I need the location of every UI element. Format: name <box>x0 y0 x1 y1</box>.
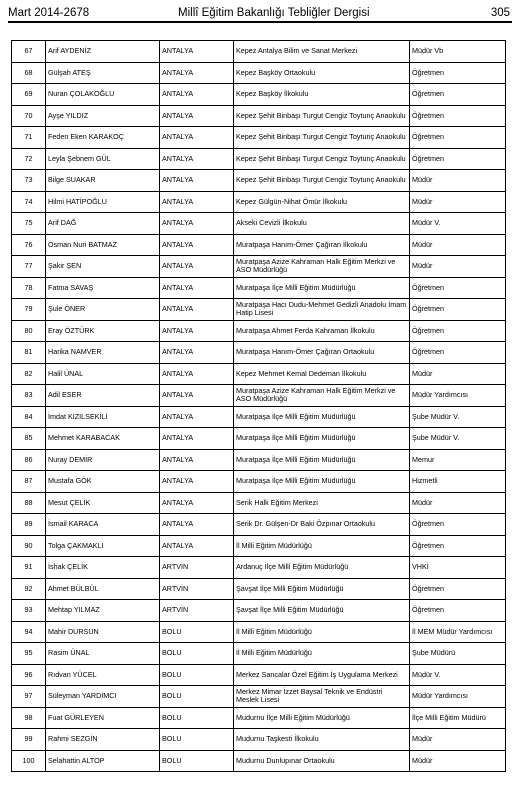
province-cell: ANTALYA <box>160 127 234 149</box>
province-cell: ANTALYA <box>160 170 234 192</box>
person-name-cell: Arif DAĞ <box>46 213 160 235</box>
table-row <box>12 557 506 579</box>
row-number-cell: 73 <box>12 170 46 192</box>
institution-cell: Kepez Şehit Binbaşı Turgut Cengiz Toytunç Anaokulu <box>234 170 410 192</box>
person-name-cell: Selahattin ALTOP <box>46 750 160 772</box>
institution-cell: Merkez Mimar İzzet Baysal Teknik ve Endüstri Meslek Lisesi <box>234 686 410 708</box>
position-cell: Müdür <box>410 492 506 514</box>
table-row <box>12 643 506 665</box>
province-cell: ANTALYA <box>160 41 234 63</box>
province-cell: ANTALYA <box>160 277 234 299</box>
institution-cell: Mudurnu Taşkesti İlkokulu <box>234 729 410 751</box>
institution-cell: Muratpaşa Ahmet Ferda Kahraman İlkokulu <box>234 320 410 342</box>
row-number-cell: 92 <box>12 578 46 600</box>
row-number-cell: 86 <box>12 449 46 471</box>
row-number-cell: 99 <box>12 729 46 751</box>
row-number-cell: 93 <box>12 600 46 622</box>
institution-cell: Muratpaşa İlçe Milli Eğitim Müdürlüğü <box>234 406 410 428</box>
institution-cell: İl Milli Eğitim Müdürlüğü <box>234 643 410 665</box>
province-cell: ARTVİN <box>160 557 234 579</box>
position-cell: Şube Müdürü <box>410 643 506 665</box>
row-number-cell: 79 <box>12 299 46 321</box>
row-number-cell: 78 <box>12 277 46 299</box>
person-name-cell: Gülşah ATEŞ <box>46 62 160 84</box>
person-name-cell: Bilge SUAKAR <box>46 170 160 192</box>
institution-cell: Muratpaşa Hacı Dudu-Mehmet Gedizli Anadolu İmam Hatip Lisesi <box>234 299 410 321</box>
institution-cell: Serik Halk Eğitim Merkezi <box>234 492 410 514</box>
table-row <box>12 729 506 751</box>
table-row <box>12 428 506 450</box>
position-cell: Öğretmen <box>410 514 506 536</box>
row-number-cell: 83 <box>12 385 46 407</box>
table-row <box>12 62 506 84</box>
position-cell: Şube Müdür V. <box>410 428 506 450</box>
position-cell: Öğretmen <box>410 600 506 622</box>
table-row <box>12 385 506 407</box>
page-header <box>8 5 512 23</box>
institution-cell: Muratpaşa İlçe Milli Eğitim Müdürlüğü <box>234 428 410 450</box>
table-row <box>12 600 506 622</box>
table-row <box>12 686 506 708</box>
position-cell: Müdür Yardımcısı <box>410 385 506 407</box>
position-cell: Öğretmen <box>410 84 506 106</box>
row-number-cell: 70 <box>12 105 46 127</box>
person-name-cell: İshak ÇELİK <box>46 557 160 579</box>
person-name-cell: Arif AYDENİZ <box>46 41 160 63</box>
province-cell: ANTALYA <box>160 535 234 557</box>
institution-cell: Şavşat İlçe Milli Eğitim Müdürlüğü <box>234 578 410 600</box>
table-row <box>12 105 506 127</box>
province-cell: BOLU <box>160 686 234 708</box>
row-number-cell: 82 <box>12 363 46 385</box>
institution-cell: Muratpaşa Hanım-Ömer Çağıran İlkokulu <box>234 234 410 256</box>
person-name-cell: Leyla Şebnem GÜL <box>46 148 160 170</box>
table-row <box>12 191 506 213</box>
institution-cell: Kepez Gülgün-Nihat Ömür İlkokulu <box>234 191 410 213</box>
province-cell: ANTALYA <box>160 471 234 493</box>
position-cell: Öğretmen <box>410 578 506 600</box>
person-name-cell: Eray ÖZTÜRK <box>46 320 160 342</box>
position-cell: Müdür <box>410 170 506 192</box>
province-cell: ANTALYA <box>160 406 234 428</box>
province-cell: ANTALYA <box>160 514 234 536</box>
institution-cell: Merkez Sancalar Özel Eğitim İş Uygulama Merkezi <box>234 664 410 686</box>
person-name-cell: Halil ÜNAL <box>46 363 160 385</box>
table-row <box>12 363 506 385</box>
table-row <box>12 492 506 514</box>
province-cell: ANTALYA <box>160 320 234 342</box>
province-cell: BOLU <box>160 621 234 643</box>
position-cell: Müdür Yardımcısı <box>410 686 506 708</box>
table-row <box>12 234 506 256</box>
table-row <box>12 707 506 729</box>
province-cell: BOLU <box>160 707 234 729</box>
row-number-cell: 76 <box>12 234 46 256</box>
institution-cell: Şavşat İlçe Milli Eğitim Müdürlüğü <box>234 600 410 622</box>
row-number-cell: 91 <box>12 557 46 579</box>
person-name-cell: Şule ÖNER <box>46 299 160 321</box>
row-number-cell: 68 <box>12 62 46 84</box>
province-cell: ANTALYA <box>160 191 234 213</box>
table-row <box>12 256 506 278</box>
person-name-cell: İsmail KARACA <box>46 514 160 536</box>
institution-cell: Mudurnu İlçe Milli Eğitim Müdürlüğü <box>234 707 410 729</box>
position-cell: Müdür <box>410 191 506 213</box>
row-number-cell: 90 <box>12 535 46 557</box>
person-name-cell: Hilmi HATİPOĞLU <box>46 191 160 213</box>
institution-cell: Kepez Şehit Binbaşı Turgut Cengiz Toytunç Anaokulu <box>234 105 410 127</box>
position-cell: Öğretmen <box>410 535 506 557</box>
person-name-cell: Rahmi SEZGİN <box>46 729 160 751</box>
person-name-cell: Tolga ÇAKMAKLI <box>46 535 160 557</box>
row-number-cell: 88 <box>12 492 46 514</box>
province-cell: ANTALYA <box>160 299 234 321</box>
table-row <box>12 471 506 493</box>
province-cell: ANTALYA <box>160 256 234 278</box>
province-cell: ANTALYA <box>160 428 234 450</box>
table-row <box>12 277 506 299</box>
row-number-cell: 84 <box>12 406 46 428</box>
issue-label: Mart 2014-2678 <box>8 7 90 19</box>
row-number-cell: 72 <box>12 148 46 170</box>
person-name-cell: Rasim ÜNAL <box>46 643 160 665</box>
table-row <box>12 127 506 149</box>
row-number-cell: 74 <box>12 191 46 213</box>
position-cell: Müdür <box>410 363 506 385</box>
person-name-cell: İmdat KIZILSEKİLİ <box>46 406 160 428</box>
person-name-cell: Süleyman YARDIMCI <box>46 686 160 708</box>
institution-cell: Kepez Şehit Binbaşı Turgut Cengiz Toytunç Anaokulu <box>234 127 410 149</box>
table-row <box>12 342 506 364</box>
position-cell: Öğretmen <box>410 105 506 127</box>
institution-cell: Serik Dr. Gülşen-Dr Baki Özpınar Ortaokulu <box>234 514 410 536</box>
position-cell: İl MEM Müdür Yardımcısı <box>410 621 506 643</box>
position-cell: Müdür Vb <box>410 41 506 63</box>
page-number: 305 <box>490 7 510 19</box>
row-number-cell: 98 <box>12 707 46 729</box>
institution-cell: Kepez Mehmet Kemal Dedeman İlkokulu <box>234 363 410 385</box>
province-cell: ANTALYA <box>160 84 234 106</box>
position-cell: Hizmetli <box>410 471 506 493</box>
institution-cell: Muratpaşa Hanım-Ömer Çağıran Ortaokulu <box>234 342 410 364</box>
person-name-cell: Adil ESER <box>46 385 160 407</box>
position-cell: Öğretmen <box>410 299 506 321</box>
row-number-cell: 94 <box>12 621 46 643</box>
row-number-cell: 67 <box>12 41 46 63</box>
province-cell: BOLU <box>160 750 234 772</box>
row-number-cell: 80 <box>12 320 46 342</box>
person-name-cell: Osman Nuri BATMAZ <box>46 234 160 256</box>
row-number-cell: 97 <box>12 686 46 708</box>
row-number-cell: 77 <box>12 256 46 278</box>
person-name-cell: Feden Eken KARAKOÇ <box>46 127 160 149</box>
province-cell: BOLU <box>160 664 234 686</box>
person-name-cell: Ahmet BÜLBÜL <box>46 578 160 600</box>
position-cell: Öğretmen <box>410 148 506 170</box>
person-name-cell: Ayşe YILDIZ <box>46 105 160 127</box>
institution-cell: Mudurnu Dunlupınar Ortaokulu <box>234 750 410 772</box>
position-cell: Öğretmen <box>410 277 506 299</box>
table-row <box>12 84 506 106</box>
table-row <box>12 664 506 686</box>
institution-cell: İl Milli Eğitim Müdürlüğü <box>234 535 410 557</box>
table-row <box>12 320 506 342</box>
position-cell: VHKİ <box>410 557 506 579</box>
position-cell: Müdür <box>410 750 506 772</box>
province-cell: ANTALYA <box>160 213 234 235</box>
table-row <box>12 535 506 557</box>
table-row <box>12 148 506 170</box>
row-number-cell: 87 <box>12 471 46 493</box>
province-cell: ANTALYA <box>160 62 234 84</box>
province-cell: ANTALYA <box>160 385 234 407</box>
province-cell: ANTALYA <box>160 105 234 127</box>
person-name-cell: Mehmet KARABACAK <box>46 428 160 450</box>
province-cell: ANTALYA <box>160 492 234 514</box>
journal-title: Millî Eğitim Bakanlığı Tebliğler Dergisi <box>178 7 370 19</box>
province-cell: ANTALYA <box>160 234 234 256</box>
position-cell: Memur <box>410 449 506 471</box>
row-number-cell: 96 <box>12 664 46 686</box>
province-cell: BOLU <box>160 729 234 751</box>
position-cell: Müdür <box>410 729 506 751</box>
person-name-cell: Rıdvan YÜCEL <box>46 664 160 686</box>
institution-cell: Muratpaşa Azize Kahraman Halk Eğitim Merkzi ve ASO Müdürlüğü <box>234 256 410 278</box>
table-row <box>12 449 506 471</box>
person-name-cell: Fatma SAVAŞ <box>46 277 160 299</box>
person-name-cell: Mustafa GÖK <box>46 471 160 493</box>
position-cell: Öğretmen <box>410 320 506 342</box>
province-cell: BOLU <box>160 643 234 665</box>
institution-cell: İl Milli Eğitim Müdürlüğü <box>234 621 410 643</box>
table-row <box>12 170 506 192</box>
institution-cell: Kepez Şehit Binbaşı Turgut Cengiz Toytunç Anaokulu <box>234 148 410 170</box>
province-cell: ANTALYA <box>160 342 234 364</box>
institution-cell: Muratpaşa İlçe Milli Eğitim Müdürlüğü <box>234 277 410 299</box>
position-cell: Şube Müdür V. <box>410 406 506 428</box>
province-cell: ANTALYA <box>160 148 234 170</box>
person-name-cell: Nuran ÇOLAKOĞLU <box>46 84 160 106</box>
personnel-table <box>11 40 506 772</box>
person-name-cell: Fuat GÜRLEYEN <box>46 707 160 729</box>
person-name-cell: Mehtap YILMAZ <box>46 600 160 622</box>
position-cell: Müdür V. <box>410 664 506 686</box>
institution-cell: Kepez Başköy İlkokulu <box>234 84 410 106</box>
table-row <box>12 406 506 428</box>
table-row <box>12 213 506 235</box>
institution-cell: Muratpaşa İlçe Milli Eğitim Müdürlüğü <box>234 449 410 471</box>
position-cell: Müdür V. <box>410 213 506 235</box>
position-cell: Müdür <box>410 234 506 256</box>
row-number-cell: 89 <box>12 514 46 536</box>
institution-cell: Muratpaşa İlçe Milli Eğitim Müdürlüğü <box>234 471 410 493</box>
position-cell: Öğretmen <box>410 62 506 84</box>
table-row <box>12 621 506 643</box>
person-name-cell: Mahir DURSUN <box>46 621 160 643</box>
institution-cell: Muratpaşa Azize Kahraman Halk Eğitim Merkzi ve ASO Müdürlüğü <box>234 385 410 407</box>
position-cell: İlçe Milli Eğitim Müdürü <box>410 707 506 729</box>
province-cell: ANTALYA <box>160 363 234 385</box>
row-number-cell: 85 <box>12 428 46 450</box>
person-name-cell: Nuray DEMİR <box>46 449 160 471</box>
province-cell: ARTVİN <box>160 600 234 622</box>
person-name-cell: Harika NAMVER <box>46 342 160 364</box>
province-cell: ARTVİN <box>160 578 234 600</box>
row-number-cell: 100 <box>12 750 46 772</box>
position-cell: Müdür <box>410 256 506 278</box>
row-number-cell: 81 <box>12 342 46 364</box>
institution-cell: Kepez Antalya Bilim ve Sanat Merkezi <box>234 41 410 63</box>
institution-cell: Akseki Cevizli İlkokulu <box>234 213 410 235</box>
person-name-cell: Mesut ÇELİK <box>46 492 160 514</box>
table-row <box>12 299 506 321</box>
table-row <box>12 578 506 600</box>
institution-cell: Kepez Başköy Ortaokulu <box>234 62 410 84</box>
table-row <box>12 750 506 772</box>
row-number-cell: 69 <box>12 84 46 106</box>
province-cell: ANTALYA <box>160 449 234 471</box>
row-number-cell: 95 <box>12 643 46 665</box>
position-cell: Öğretmen <box>410 342 506 364</box>
person-name-cell: Şakir ŞEN <box>46 256 160 278</box>
row-number-cell: 75 <box>12 213 46 235</box>
table-row <box>12 514 506 536</box>
row-number-cell: 71 <box>12 127 46 149</box>
table-row <box>12 41 506 63</box>
position-cell: Öğretmen <box>410 127 506 149</box>
institution-cell: Ardanuç İlçe Milli Eğitim Müdürlüğü <box>234 557 410 579</box>
